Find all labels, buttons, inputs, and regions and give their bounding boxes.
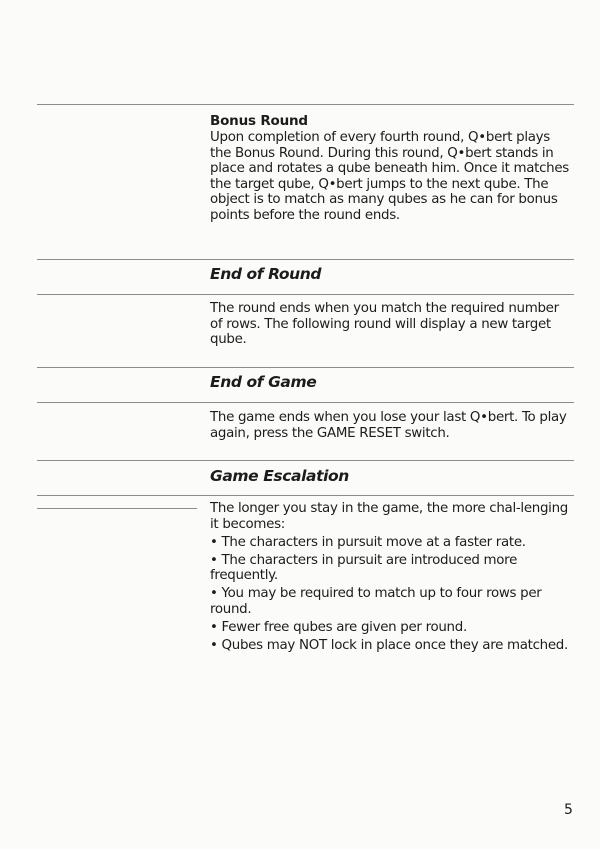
game-escalation-intro: The longer you stay in the game, the more chal-lenging it becomes: xyxy=(210,501,568,532)
end-of-round-body: The round ends when you match the required number of rows. The following round will display a new target qube. xyxy=(210,301,559,348)
divider-end-of-round-top xyxy=(37,259,574,260)
escalation-bullet-3: • You may be required to match up to four rows per round. xyxy=(210,586,542,618)
escalation-bullet-2: • The characters in pursuit are introduced more frequently. xyxy=(210,552,518,584)
divider-left-stub xyxy=(37,508,197,509)
escalation-bullet-1: • The characters in pursuit move at a faster rate. xyxy=(210,534,526,550)
divider-game-escalation-bottom xyxy=(37,495,574,496)
escalation-bullet-5: • Qubes may NOT lock in place once they are matched. xyxy=(210,638,568,654)
divider-top xyxy=(37,104,574,105)
bonus-round-title: Bonus Round xyxy=(210,113,308,129)
end-of-round-heading: End of Round xyxy=(210,265,322,283)
end-of-game-body: The game ends when you lose your last Q•bert. To play again, press the GAME RESET switch. xyxy=(210,410,567,441)
game-escalation-section xyxy=(210,501,570,654)
bonus-round-body: Upon completion of every fourth round, Q•bert plays the Bonus Round. During this round, Q•bert stands in place and rotates a qube beneath him. Once it matches the target qube, Q•bert jumps to the next qube. The object is to match as many qubes as he can for bonus points before the round ends. xyxy=(210,130,569,223)
page-number: 5 xyxy=(564,802,573,818)
divider-end-of-game-bottom xyxy=(37,402,574,403)
escalation-bullet-4: • Fewer free qubes are given per round. xyxy=(210,620,467,636)
end-of-game-heading: End of Game xyxy=(210,373,317,391)
divider-end-of-game-top xyxy=(37,367,574,368)
game-escalation-heading: Game Escalation xyxy=(210,467,349,485)
divider-end-of-round-bottom xyxy=(37,294,574,295)
divider-game-escalation-top xyxy=(37,460,574,461)
